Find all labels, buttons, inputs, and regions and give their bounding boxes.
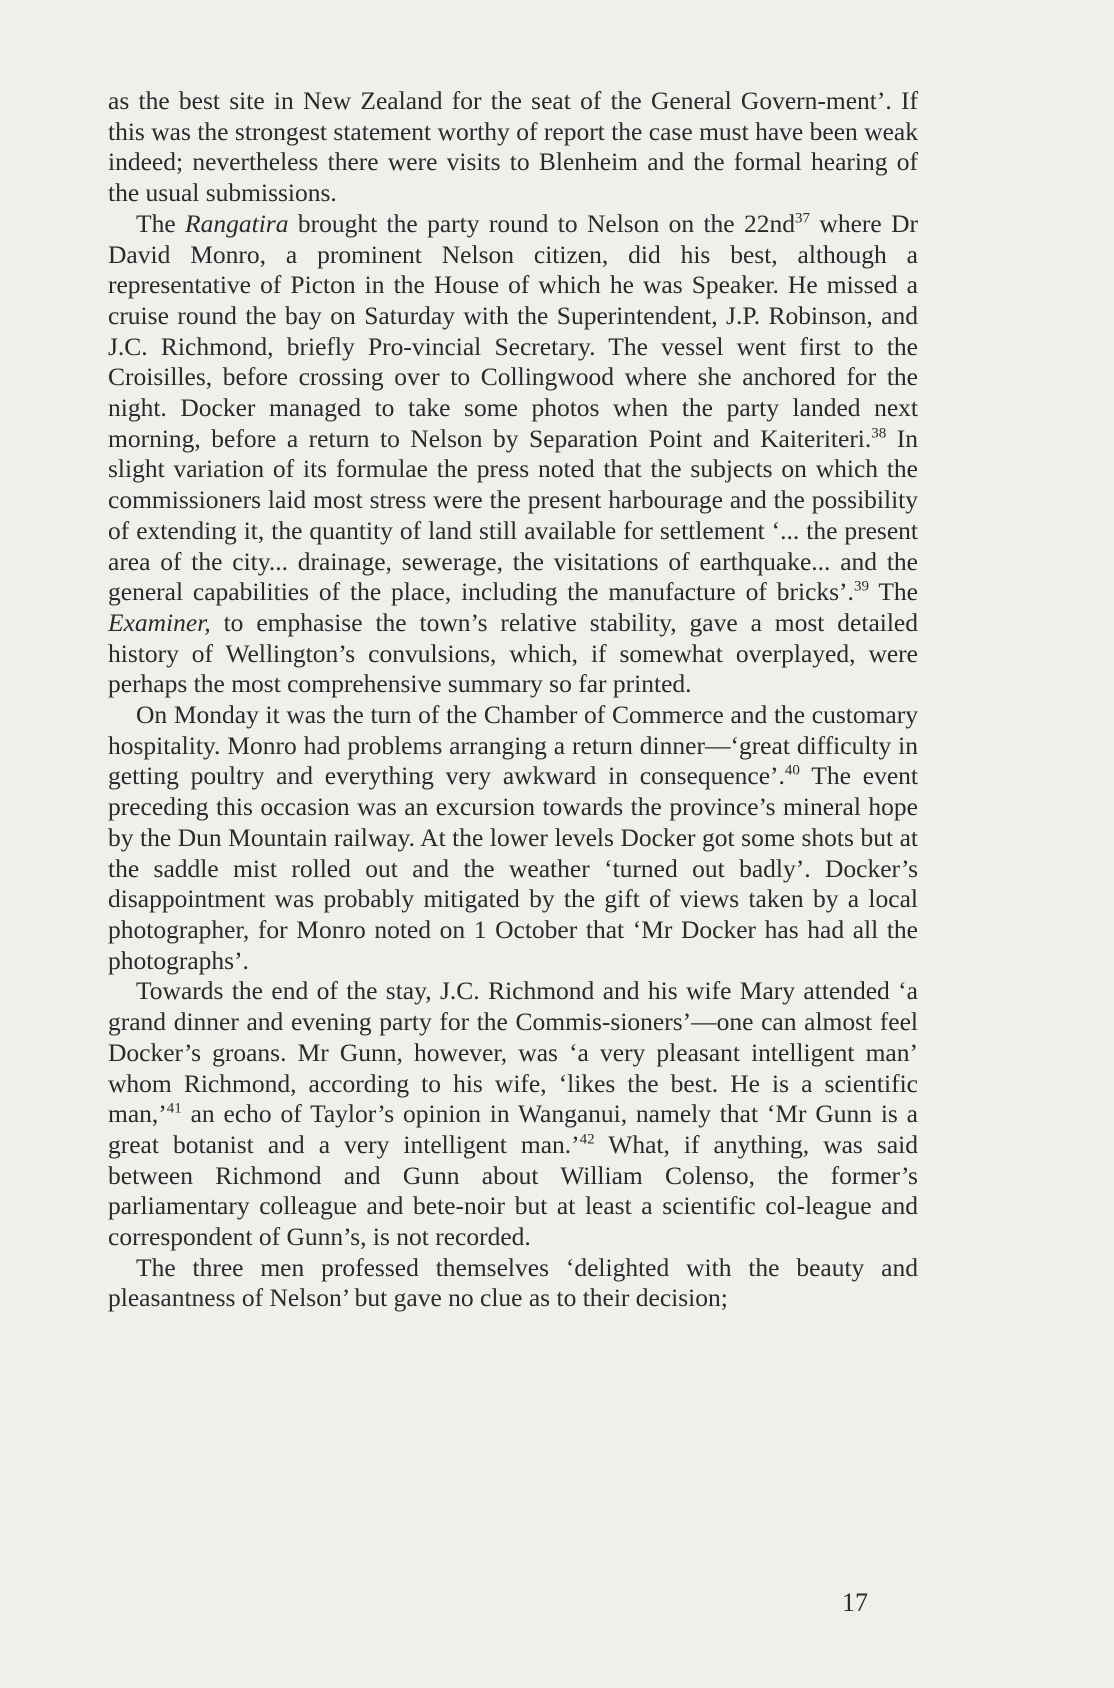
footnote-reference: 41 bbox=[166, 1100, 182, 1117]
body-text bbox=[108, 86, 918, 1314]
text-run: brought the party round to Nelson on the 22nd bbox=[288, 208, 796, 238]
paragraph bbox=[108, 1253, 918, 1314]
text-run: where Dr David Monro, a prominent Nelson citizen, did his best, although a representative of Picton in the House of which he was Speaker. He missed a cruise round the bay on Saturday with the Superintendent, J.P. Robinson, and J.C. Richmond, briefly Pro-vincial Secretary. The vessel went first to the Croisilles, before crossing over to Collingwood where she anchored for the night. Docker managed to take some photos when the party landed next morning, before a return to Nelson by Separation Point and Kaiteriteri. bbox=[108, 208, 918, 453]
text-run: The three men professed themselves ‘delighted with the beauty and pleasantness of Nelson’ but gave no clue as to their decision; bbox=[108, 1252, 918, 1313]
text-run: The event preceding this occasion was an excursion towards the province’s mineral hope by the Dun Mountain railway. At the lower levels Docker got some shots but at the saddle mist rolled out and the weather ‘turned out badly’. Docker’s disappointment was probably mitigated by the gift of views taken by a local photographer, for Monro noted on 1 October that ‘Mr Docker has had all the photographs’. bbox=[108, 761, 918, 975]
paragraph bbox=[108, 700, 918, 976]
page-number: 17 bbox=[842, 1588, 868, 1617]
italic-title: Rangatira bbox=[185, 208, 289, 238]
text-run: What, if anything, was said between Richmond and Gunn about William Colenso, the former’s parliamentary colleague and bete-noir but at least a scientific col-league and correspondent of Gunn’s, is not recorded. bbox=[108, 1129, 918, 1252]
text-run: The bbox=[868, 577, 918, 607]
footnote-reference: 40 bbox=[784, 762, 800, 779]
text-run: an echo of Taylor’s opinion in Wanganui, namely that ‘Mr Gunn is a great botanist and a very intelligent man.’ bbox=[108, 1099, 918, 1159]
text-run: On Monday it was the turn of the Chamber of Commerce and the customary hospitality. Monro had problems arranging a return dinner—‘great difficulty in getting poultry and everything very awkward in consequence’. bbox=[108, 700, 918, 791]
text-run: In slight variation of its formulae the press noted that the subjects on which the commissioners laid most stress were the present harbourage and the possibility of extending it, the quantity of land still available for settlement ‘... the present area of the city... drainage, sewerage, the visitations of earthquake... and the general capabilities of the place, including the manufacture of bricks’. bbox=[108, 423, 918, 607]
footnote-reference: 42 bbox=[579, 1131, 595, 1148]
text-run: to emphasise the town’s relative stability, gave a most detailed history of Wellington’s convulsions, which, if somewhat overplayed, were perhaps the most comprehensive summary so far printed. bbox=[108, 607, 918, 699]
paragraph bbox=[108, 209, 918, 700]
italic-title: Examiner, bbox=[108, 607, 211, 637]
footnote-reference: 37 bbox=[795, 210, 811, 227]
paragraph bbox=[108, 86, 918, 209]
text-run: The bbox=[136, 208, 186, 238]
footnote-reference: 38 bbox=[871, 425, 887, 442]
text-run: Towards the end of the stay, J.C. Richmond and his wife Mary attended ‘a grand dinner and evening party for the Commis-sioners’—one can almost feel Docker’s groans. Mr Gunn, however, was ‘a very pleasant intelligent man’ whom Richmond, according to his wife, ‘likes the best. He is a scientific man,’ bbox=[108, 976, 918, 1129]
paragraph bbox=[108, 976, 918, 1252]
footnote-reference: 39 bbox=[853, 578, 869, 595]
text-run: as the best site in New Zealand for the seat of the General Govern-ment’. If this was the strongest statement worthy of report the case must have been weak indeed; nevertheless there were visits to Blenheim and the formal hearing of the usual submissions. bbox=[108, 86, 918, 208]
